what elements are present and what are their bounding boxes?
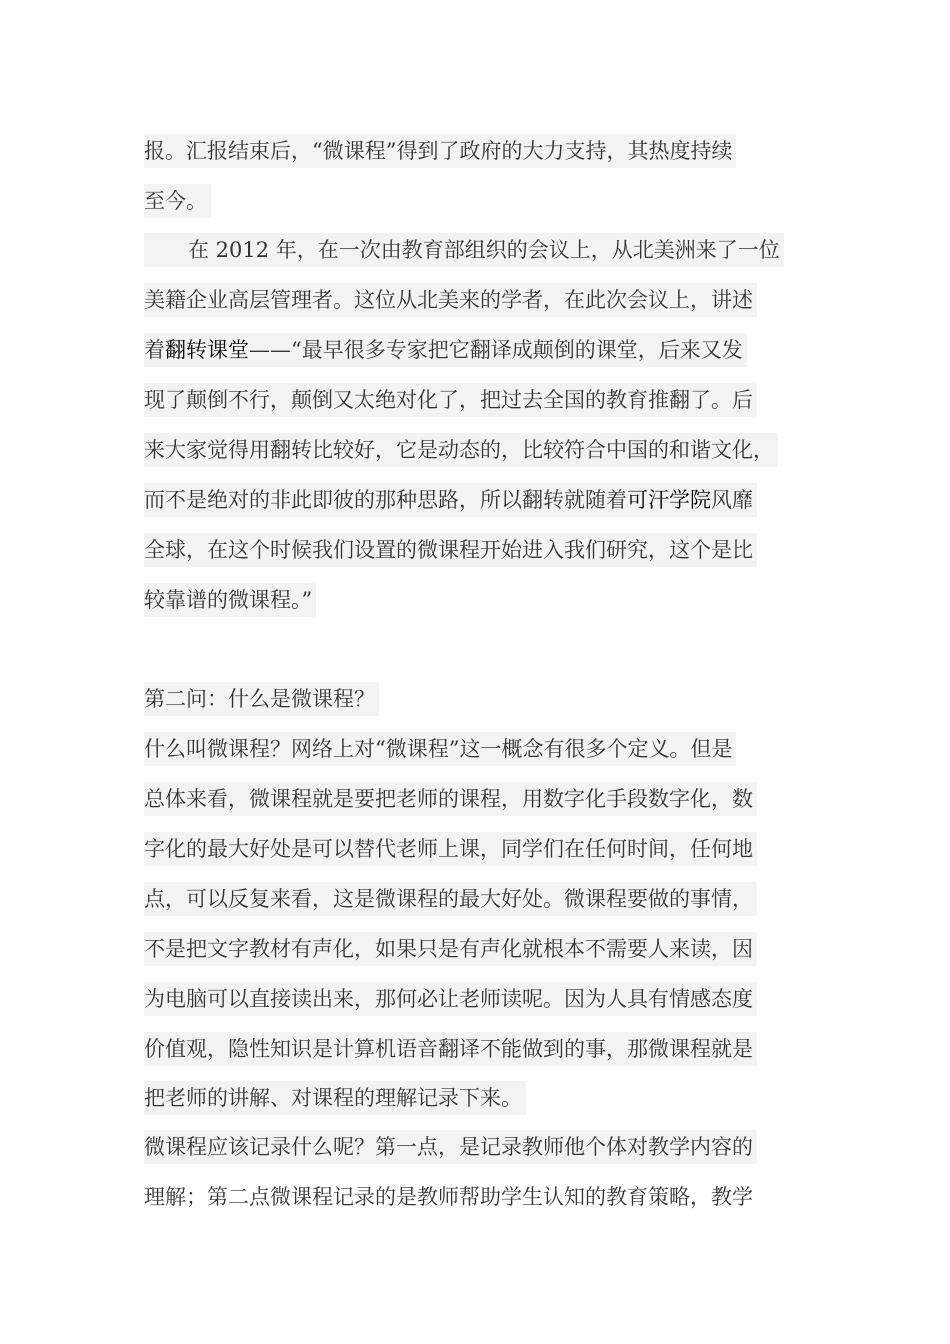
text-line: 至今。 — [144, 184, 211, 218]
section-heading: 第二问：什么是微课程？ — [144, 682, 379, 716]
flipped-classroom-link[interactable]: 翻转课堂 — [165, 338, 249, 362]
text-line: 报。汇报结束后，“微课程”得到了政府的大力支持，其热度持续 — [144, 134, 736, 168]
text-line: 总体来看，微课程就是要把老师的课程，用数字化手段数字化，数 — [144, 782, 757, 816]
khan-academy-link[interactable]: 可汗学院 — [627, 488, 711, 512]
text-line: 价值观，隐性知识是计算机语音翻译不能做到的事，那微课程就是 — [144, 1032, 757, 1066]
text-line: 不是把文字教材有声化，如果只是有声化就根本不需要人来读，因 — [144, 932, 757, 966]
text-line: 把老师的讲解、对课程的理解记录下来。 — [144, 1081, 526, 1115]
text-line: 较靠谱的微课程。” — [144, 583, 316, 617]
text-fragment: 而不是绝对的非此即彼的那种思路，所以翻转就随着 — [144, 488, 627, 512]
text-line: 现了颠倒不行，颠倒又太绝对化了，把过去全国的教育推翻了。后 — [144, 383, 757, 417]
text-fragment: 风靡 — [711, 488, 753, 512]
text-fragment: ——“最早很多专家把它翻译成颠倒的课堂，后来又发 — [249, 338, 743, 362]
text-line: 来大家觉得用翻转比较好，它是动态的，比较符合中国的和谐文化， — [144, 433, 778, 467]
text-line: 什么叫微课程？网络上对“微课程”这一概念有很多个定义。但是 — [144, 732, 736, 766]
text-line: 在 2012 年，在一次由教育部组织的会议上，从北美洲来了一位 — [144, 233, 784, 267]
text-line: 理解；第二点微课程记录的是教师帮助学生认知的教育策略，教学 — [144, 1185, 753, 1209]
text-line: 微课程应该记录什么呢？第一点，是记录教师他个体对教学内容的 — [144, 1130, 757, 1164]
text-line: 字化的最大好处是可以替代老师上课，同学们在任何时间，任何地 — [144, 832, 757, 866]
text-line: 全球，在这个时候我们设置的微课程开始进入我们研究，这个是比 — [144, 533, 757, 567]
text-line — [144, 483, 757, 517]
text-line: 点，可以反复来看，这是微课程的最大好处。微课程要做的事情， — [144, 882, 757, 916]
text-fragment: 着 — [144, 338, 165, 362]
text-line: 美籍企业高层管理者。这位从北美来的学者，在此次会议上，讲述 — [144, 283, 757, 317]
text-line: 为电脑可以直接读出来，那何必让老师读呢。因为人具有情感态度 — [144, 982, 757, 1016]
text-line — [144, 333, 747, 367]
